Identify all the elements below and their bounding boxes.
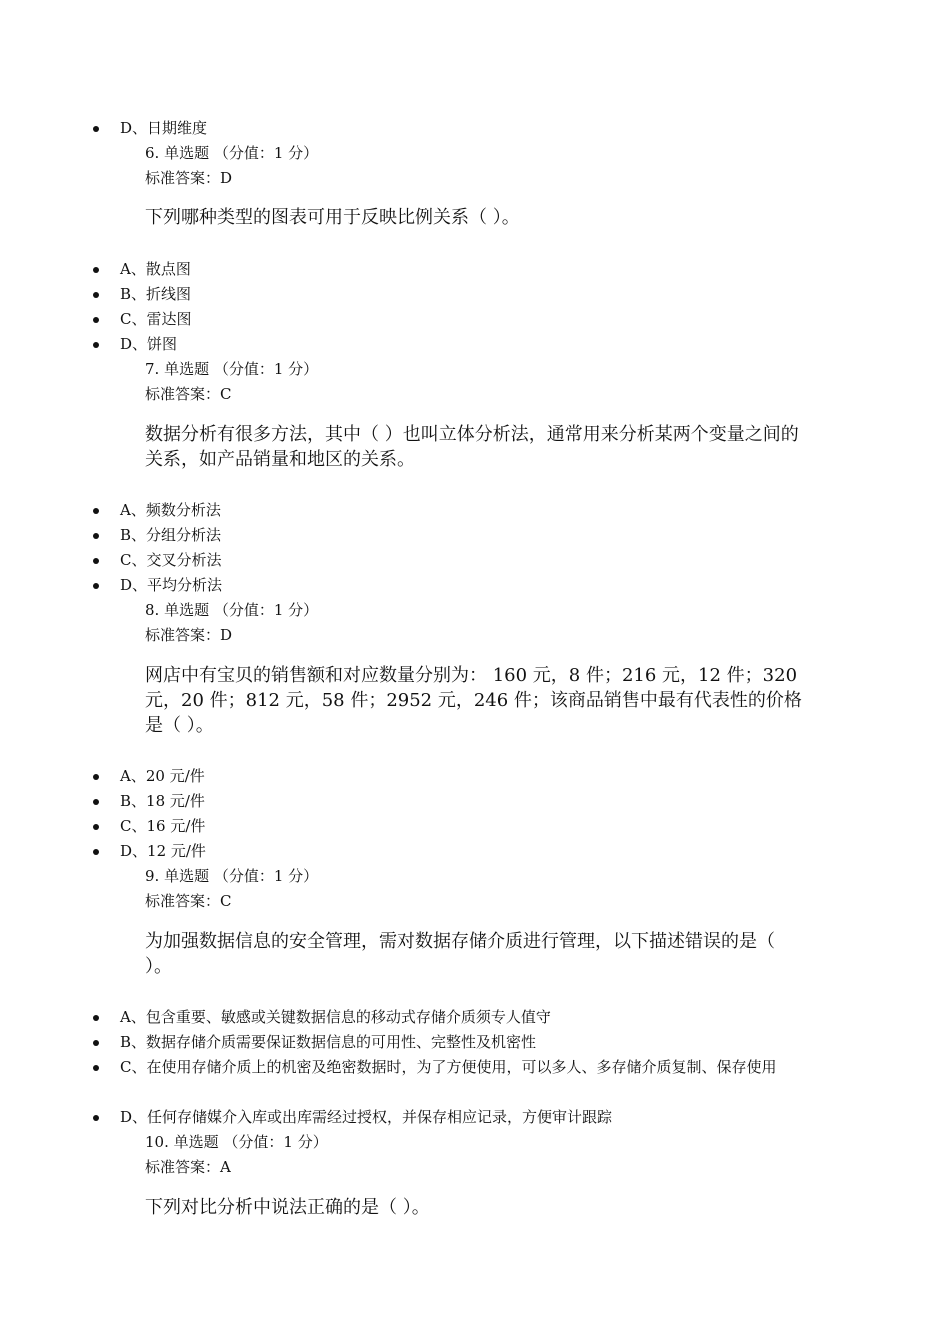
- option-q7-c: C、交叉分析法: [120, 548, 810, 573]
- standard-answer-7: 标准答案：C: [145, 385, 232, 403]
- option-q6-d: D、饼图: [120, 332, 810, 357]
- option-q8-c: C、16 元/件: [120, 814, 810, 839]
- question-stem-8: 网店中有宝贝的销售额和对应数量分别为： 160 元，8 件；216 元，12 件；320 元，20 件；812 元，58 件；2952 元，246 件；该商品销售中最有代表性的价格是（ ）。: [145, 665, 802, 736]
- option-q7-b: B、分组分析法: [120, 523, 810, 548]
- standard-answer-6: 标准答案：D: [145, 169, 233, 187]
- option-q9-b: B、数据存储介质需要保证数据信息的可用性、完整性及机密性: [120, 1030, 810, 1055]
- option-q7-d: D、平均分析法: [120, 573, 810, 598]
- option-q9-d: D、任何存储媒介入库或出库需经过授权，并保存相应记录，方便审计跟踪: [120, 1105, 810, 1130]
- option-q5-d: D、日期维度: [120, 116, 810, 141]
- question-header-7: 7. 单选题 （分值：1 分）: [145, 360, 319, 378]
- question-header-6: 6. 单选题 （分值：1 分）: [145, 144, 319, 162]
- option-q9-a: A、包含重要、敏感或关键数据信息的移动式存储介质须专人值守: [120, 1005, 810, 1030]
- option-q8-a: A、20 元/件: [120, 764, 810, 789]
- question-header-8: 8. 单选题 （分值：1 分）: [145, 601, 319, 619]
- option-q9-c: C、在使用存储介质上的机密及绝密数据时，为了方便使用，可以多人、多存储介质复制、保存使用: [120, 1055, 810, 1080]
- question-stem-9: 为加强数据信息的安全管理，需对数据存储介质进行管理，以下描述错误的是（ ）。: [145, 931, 775, 977]
- question-stem-6: 下列哪种类型的图表可用于反映比例关系（ ）。: [145, 207, 520, 228]
- option-q6-c: C、雷达图: [120, 307, 810, 332]
- question-stem-7: 数据分析有很多方法，其中（ ）也叫立体分析法，通常用来分析某两个变量之间的关系，如产品销量和地区的关系。: [145, 424, 799, 470]
- question-stem-10: 下列对比分析中说法正确的是（ ）。: [145, 1197, 430, 1218]
- question-header-9: 9. 单选题 （分值：1 分）: [145, 867, 319, 885]
- option-q7-a: A、频数分析法: [120, 498, 810, 523]
- option-q8-b: B、18 元/件: [120, 789, 810, 814]
- question-header-10: 10. 单选题 （分值：1 分）: [145, 1133, 328, 1151]
- standard-answer-9: 标准答案：C: [145, 892, 232, 910]
- standard-answer-8: 标准答案：D: [145, 626, 233, 644]
- option-q6-a: A、散点图: [120, 257, 810, 282]
- standard-answer-10: 标准答案：A: [145, 1158, 231, 1176]
- option-q6-b: B、折线图: [120, 282, 810, 307]
- option-q8-d: D、12 元/件: [120, 839, 810, 864]
